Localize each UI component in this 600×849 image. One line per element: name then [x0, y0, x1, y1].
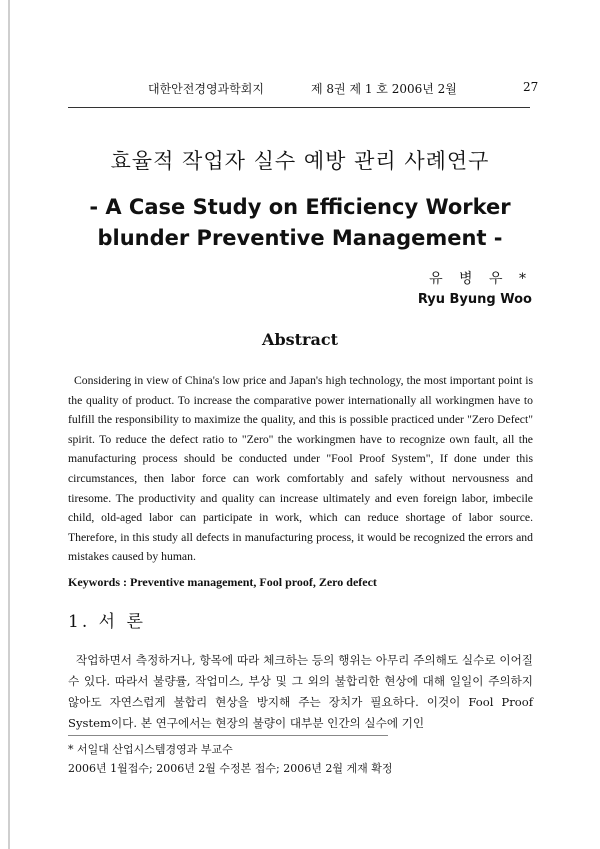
title-korean: 효율적 작업자 실수 예방 관리 사례연구	[110, 149, 490, 173]
journal-name: 대한안전경영과학회지	[148, 82, 264, 96]
title-english-line2: blunder Preventive Management -	[97, 226, 503, 250]
keywords: Keywords : Preventive management, Fool proof, Zero defect	[68, 575, 377, 589]
author-korean: 유 병 우 *	[429, 271, 532, 287]
abstract-body	[68, 371, 533, 567]
footnote-rule	[68, 735, 388, 736]
volume-issue: 제 8권 제 1 호 2006년 2월	[311, 82, 457, 96]
footnote-affiliation: * 서일대 산업시스템경영과 부교수	[68, 743, 233, 756]
footnote-dates: 2006년 1월접수; 2006년 2월 수정본 접수; 2006년 2월 게재 확정	[68, 762, 393, 775]
title-english-line1: - A Case Study on Efficiency Worker	[89, 195, 511, 219]
author-english: Ryu Byung Woo	[417, 292, 532, 307]
introduction-body	[68, 650, 533, 734]
introduction-text: 작업하면서 측정하거나, 항목에 따라 체크하는 등의 행위는 아무리 주의해도 실수로 이어질 수 있다. 따라서 불량률, 작업미스, 부상 및 그 외의 불합리한 현상에 대해 일일이 주의하지 않아도 자연스럽게 불합리 현상을 방지해 주는 장치가 필요하다. 이것이 Fool Proof System이다. 본 연구에서는 현장의 불량이 대부분 인간의 실수에 기인	[68, 653, 533, 730]
section-heading-introduction: 1. 서 론	[68, 612, 146, 632]
abstract-heading: Abstract	[262, 330, 338, 349]
footnote	[68, 740, 393, 778]
running-header	[0, 80, 600, 100]
abstract-text: Considering in view of China's low price and Japan's high technology, the most important point is the quality of product. To increase the comparative power internationally all workingmen have to fulfill the responsibility to maximize the quality, and this is possible practiced under "Zero Defect" spirit. To reduce the defect ratio to "Zero" the workingmen have to recognize own fault, all the manufacturing process should be conducted under "Fool Proof System", If done under this circumstances, then labor force can work comfortably and safely without nervousness and tiresome. The productivity and quality can increase ultimately and even foreign labor, imbecile child, old-aged labor can participate in work, which can reduce shortage of labor source. Therefore, in this study all defects in manufacturing process, it would be recognized the errors and mistakes caused by human.	[68, 374, 533, 564]
title-english	[0, 192, 600, 254]
scan-border	[8, 0, 10, 849]
header-rule	[68, 107, 530, 108]
page-number: 27	[523, 80, 539, 94]
